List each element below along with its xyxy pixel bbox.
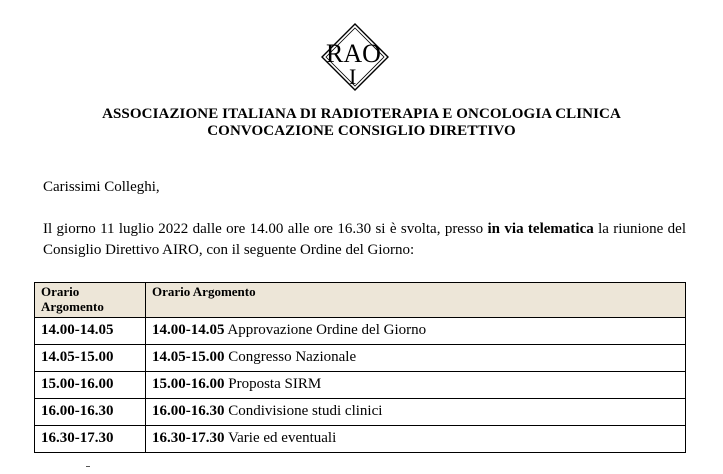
page-divider xyxy=(86,466,90,467)
intro-bold-text: in via telematica xyxy=(487,221,594,237)
row-topic xyxy=(146,426,686,453)
intro-text-1: Il giorno 11 luglio 2022 dalle ore 14.00 alle ore 16.30 si è svolta, presso xyxy=(43,221,488,237)
row-time: 15.00-16.00 xyxy=(35,372,146,399)
row-topic-text: Approvazione Ordine del Giorno xyxy=(224,322,427,338)
table-row xyxy=(35,318,686,345)
row-topic xyxy=(146,345,686,372)
row-topic xyxy=(146,318,686,345)
header-cell-topic: Orario Argomento xyxy=(146,283,686,318)
row-topic xyxy=(146,372,686,399)
organization-title: ASSOCIAZIONE ITALIANA DI RADIOTERAPIA E ONCOLOGIA CLINICA xyxy=(102,106,621,122)
row-topic-time: 15.00-16.00 xyxy=(152,376,225,392)
intro-paragraph xyxy=(43,219,686,261)
table-row xyxy=(35,372,686,399)
row-topic-text: Proposta SIRM xyxy=(224,376,322,392)
airo-logo xyxy=(320,22,390,92)
row-topic-text: Condivisione studi clinici xyxy=(224,403,383,419)
agenda-header-row xyxy=(35,283,686,318)
row-time: 16.00-16.30 xyxy=(35,399,146,426)
header-cell-time: Orario Argomento xyxy=(35,283,146,318)
row-time: 16.30-17.30 xyxy=(35,426,146,453)
logo-letter-bottom: I xyxy=(349,64,357,89)
agenda-table xyxy=(34,282,686,453)
table-row xyxy=(35,399,686,426)
airo-logo-mark xyxy=(320,22,390,92)
row-time: 14.05-15.00 xyxy=(35,345,146,372)
row-time: 14.00-14.05 xyxy=(35,318,146,345)
greeting: Carissimi Colleghi, xyxy=(43,179,160,195)
row-topic-text: Congresso Nazionale xyxy=(224,349,357,365)
table-row xyxy=(35,426,686,453)
row-topic-time: 14.05-15.00 xyxy=(152,349,225,365)
row-topic-time: 16.00-16.30 xyxy=(152,403,225,419)
document-title: CONVOCAZIONE CONSIGLIO DIRETTIVO xyxy=(207,123,516,139)
row-topic-time: 16.30-17.30 xyxy=(152,430,225,446)
intro-text-2: la riunione del Consiglio Direttivo AIRO, con il seguente Ordine del Giorno: xyxy=(43,221,686,258)
row-topic-time: 14.00-14.05 xyxy=(152,322,225,338)
table-row xyxy=(35,345,686,372)
row-topic xyxy=(146,399,686,426)
row-topic-text: Varie ed eventuali xyxy=(224,430,337,446)
logo-letters-top: RAO xyxy=(326,39,381,68)
